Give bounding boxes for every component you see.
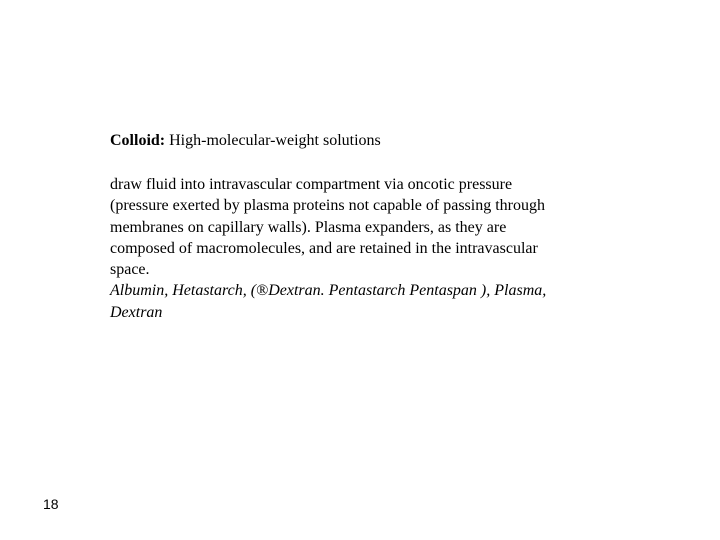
description-line: (pressure exerted by plasma proteins not capable of passing through xyxy=(110,197,545,215)
heading-term: Colloid: xyxy=(110,132,166,149)
body-text xyxy=(110,174,610,323)
description-line: membranes on capillary walls). Plasma expanders, as they are xyxy=(110,218,507,236)
slide-heading xyxy=(110,131,630,151)
description-line: space. xyxy=(110,261,150,279)
page-number: 18 xyxy=(43,496,59,512)
description-line: composed of macromolecules, and are retained in the intravascular xyxy=(110,239,538,257)
examples-line: Dextran xyxy=(110,303,163,321)
description-line: draw fluid into intravascular compartment via oncotic pressure xyxy=(110,176,513,193)
examples-line: Albumin, Hetastarch, (®Dextran. Pentastarch Pentaspan ), Plasma, xyxy=(110,282,547,300)
heading-definition: High-molecular-weight solutions xyxy=(165,132,381,149)
